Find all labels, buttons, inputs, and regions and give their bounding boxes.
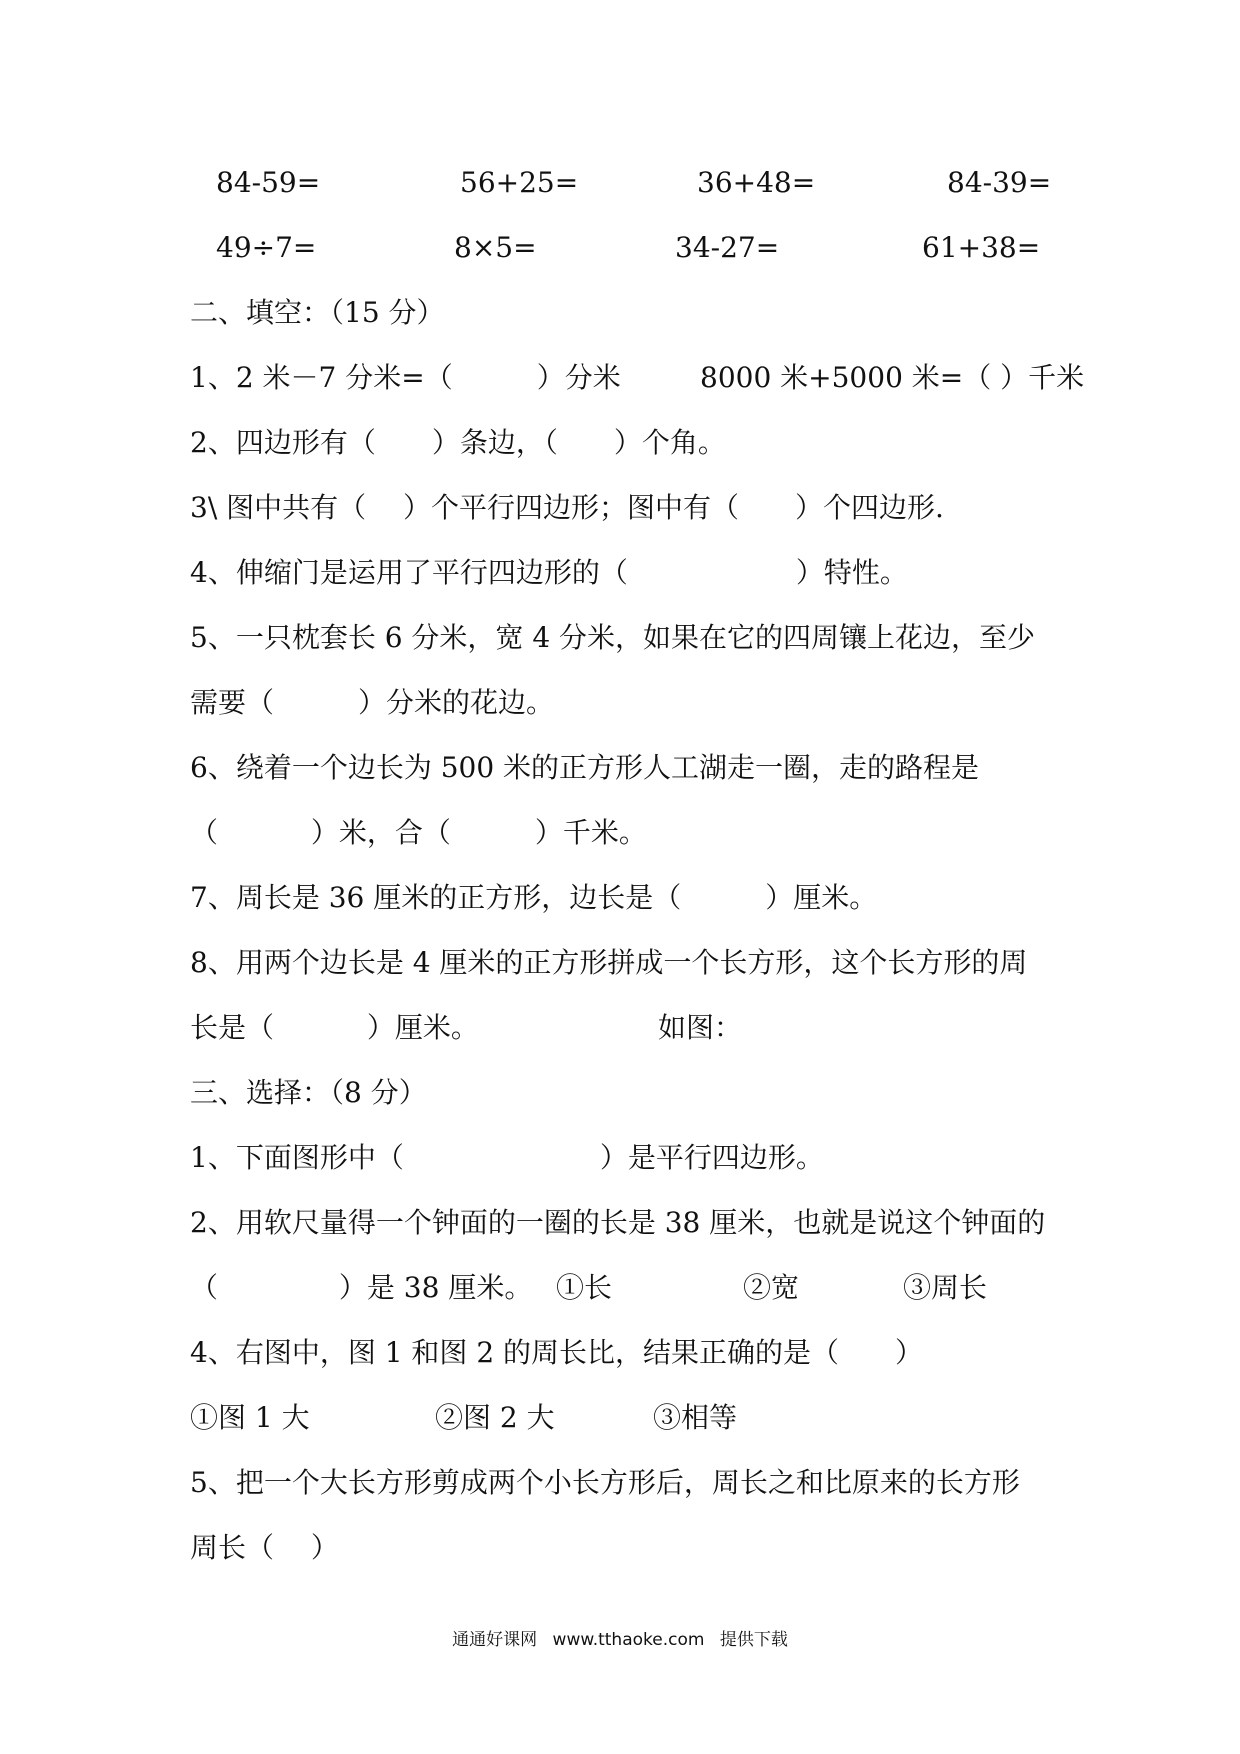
footer-url[interactable]: www.tthaoke.com <box>552 1630 705 1650</box>
choice-section-heading: 三、选择：（8 分） <box>190 1076 427 1109</box>
choice-question-5-line-2: 周长（ ） <box>190 1531 339 1564</box>
fill-question-1 <box>190 358 1085 398</box>
calc-row-1 <box>0 163 1240 203</box>
calc-item: 8×5= <box>454 231 537 264</box>
footer-site-name: 通通好课网 <box>452 1630 538 1650</box>
fill-question-7: 7、周长是 36 厘米的正方形，边长是（ ）厘米。 <box>190 881 878 914</box>
calc-item: 56+25= <box>460 166 579 199</box>
choice-q2-option: ②宽 <box>743 1271 800 1304</box>
fill-question-8-line-1: 8、用两个边长是 4 厘米的正方形拼成一个长方形，这个长方形的周 <box>190 946 1028 979</box>
fill-question-6-line-2: （ ）米，合（ ）千米。 <box>190 816 647 849</box>
fill-question-3: 3\ 图中共有（ ）个平行四边形；图中有（ ）个四边形. <box>190 491 944 524</box>
choice-q4-option: ②图 2 大 <box>435 1401 555 1434</box>
choice-question-2-line-1: 2、用软尺量得一个钟面的一圈的长是 38 厘米，也就是说这个钟面的 <box>190 1206 1046 1239</box>
fill-q8-figure-note: 如图： <box>658 1011 743 1044</box>
calc-item: 49÷7= <box>216 231 317 264</box>
choice-q4-option: ③相等 <box>653 1401 738 1434</box>
fill-section-heading: 二、填空：（15 分） <box>190 296 445 329</box>
calc-item: 84-59= <box>216 166 321 199</box>
footer-tail-text: 提供下载 <box>719 1630 788 1650</box>
fill-question-5-line-1: 5、一只枕套长 6 分米，宽 4 分米，如果在它的四周镶上花边，至少 <box>190 621 1036 654</box>
calc-item: 61+38= <box>922 231 1041 264</box>
calc-item: 84-39= <box>947 166 1052 199</box>
choice-q2-blank-text: （ ）是 38 厘米。 <box>190 1271 533 1304</box>
calc-item: 36+48= <box>697 166 816 199</box>
choice-q4-option: ①图 1 大 <box>190 1401 310 1434</box>
choice-q2-option: ①长 <box>556 1271 613 1304</box>
calc-item: 34-27= <box>675 231 780 264</box>
choice-question-2-line-2 <box>190 1268 1070 1308</box>
choice-question-4: 4、右图中，图 1 和图 2 的周长比，结果正确的是（ ） <box>190 1336 924 1369</box>
choice-question-4-options <box>190 1398 1070 1438</box>
fill-q1-part-a: 1、2 米－7 分米=（ ）分米 <box>190 361 621 394</box>
page-footer <box>0 1628 1240 1652</box>
calc-row-2 <box>0 228 1240 268</box>
fill-question-8-line-2 <box>190 1008 1070 1048</box>
choice-question-1: 1、下面图形中（ ）是平行四边形。 <box>190 1141 824 1174</box>
fill-question-6-line-1: 6、绕着一个边长为 500 米的正方形人工湖走一圈，走的路程是 <box>190 751 980 784</box>
choice-q2-option: ③周长 <box>903 1271 988 1304</box>
fill-question-4: 4、伸缩门是运用了平行四边形的（ ）特性。 <box>190 556 908 589</box>
fill-question-5-line-2: 需要（ ）分米的花边。 <box>190 686 555 719</box>
fill-question-2: 2、四边形有（ ）条边，（ ）个角。 <box>190 426 726 459</box>
fill-q1-part-b: 8000 米+5000 米=（ ）千米 <box>700 361 1085 394</box>
fill-q8-blank-text: 长是（ ）厘米。 <box>190 1011 479 1044</box>
choice-question-5-line-1: 5、把一个大长方形剪成两个小长方形后，周长之和比原来的长方形 <box>190 1466 1020 1499</box>
